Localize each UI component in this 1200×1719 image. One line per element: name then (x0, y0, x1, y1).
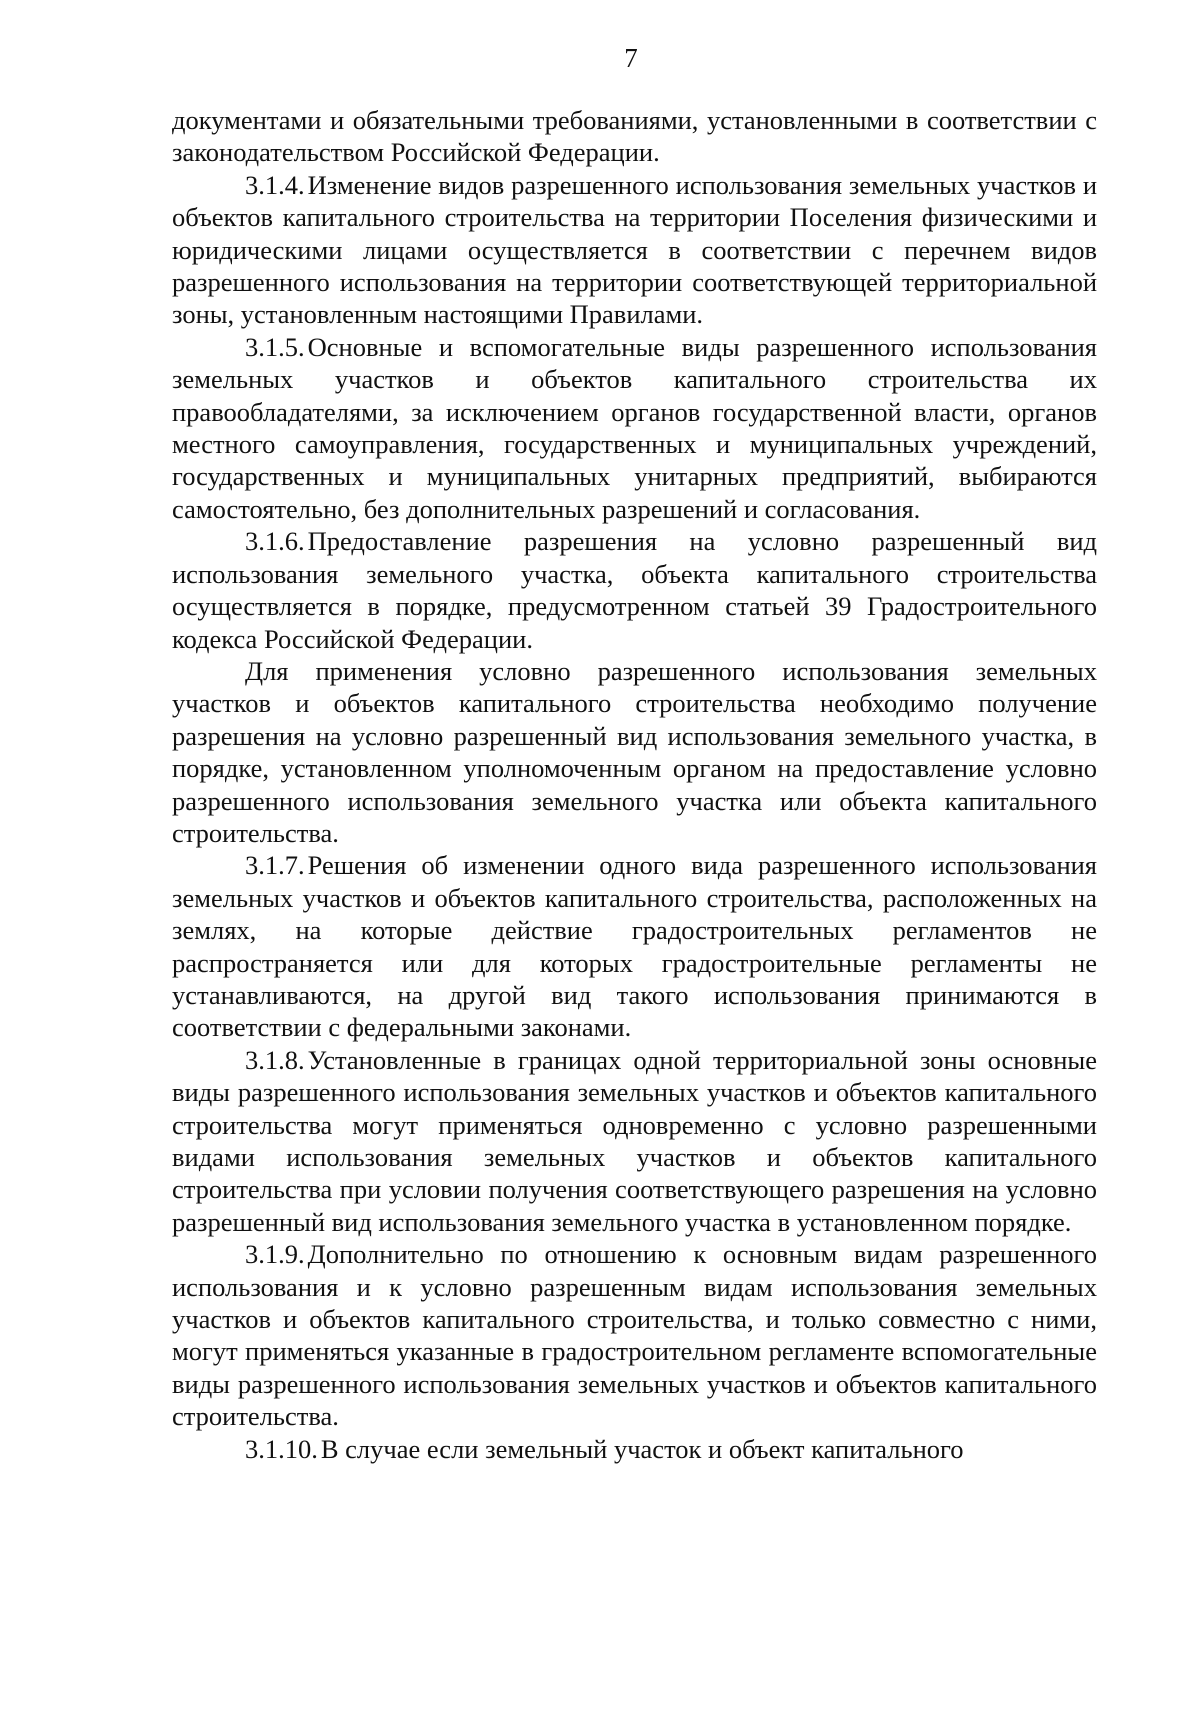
page-number: 7 (624, 43, 638, 73)
clause-number: 3.1.4. (245, 169, 305, 200)
clause-number: 3.1.9. (245, 1239, 305, 1270)
clause-number: 3.1.5. (245, 331, 305, 362)
paragraph-3-1-7 (172, 849, 1097, 1043)
paragraph-3-1-6 (172, 525, 1097, 655)
paragraph-text: В случае если земельный участок и объект капитального (320, 1433, 964, 1464)
paragraph-text: Дополнительно по отношению к основным видам разрешенного использования и к условно разрешенным видам использования земельных участков и объектов капитального строительства, и только совместно с ними, могут применяться указанные в градостроительном регламенте вспомогательные виды разрешенного использования земельных участков и объектов капитального строительства. (172, 1239, 1097, 1432)
paragraph-text: Предоставление разрешения на условно разрешенный вид использования земельного участка, объекта капитального строительства осуществляется в порядке, предусмотренном статьей 39 Градостроительного кодекса Российской Федерации. (172, 526, 1097, 654)
paragraph-3-1-8 (172, 1044, 1097, 1238)
clause-number: 3.1.7. (245, 850, 305, 881)
paragraph-3-1-5 (172, 331, 1097, 525)
paragraph-3-1-9 (172, 1238, 1097, 1432)
document-body (172, 104, 1097, 1465)
paragraph-text: Решения об изменении одного вида разрешенного использования земельных участков и объектов капитального строительства, расположенных на землях, на которые действие градостроительных регламентов не распространяется или для которых градостроительные регламенты не устанавливаются, на другой вид такого использования принимаются в соответствии с федеральными законами. (172, 850, 1097, 1043)
clause-number: 3.1.10. (245, 1433, 318, 1464)
paragraph-text: Основные и вспомогательные виды разрешенного использования земельных участков и объектов капитального строительства их правообладателями, за исключением органов государственной власти, органов местного самоуправления, государственных и муниципальных учреждений, государственных и муниципальных унитарных предприятий, выбираются самостоятельно, без дополнительных разрешений и согласования. (172, 331, 1097, 524)
paragraph-3-1-10 (172, 1433, 1097, 1465)
paragraph-text: документами и обязательными требованиями, установленными в соответствии с законодательством Российской Федерации. (172, 105, 1097, 168)
clause-number: 3.1.8. (245, 1044, 305, 1075)
clause-number: 3.1.6. (245, 526, 305, 557)
paragraph-continuation (172, 104, 1097, 169)
paragraph-text: Для применения условно разрешенного использования земельных участков и объектов капитального строительства необходимо получение разрешения на условно разрешенный вид использования земельного участка, в порядке, установленном уполномоченным органом на предоставление условно разрешенного использования земельного участка или объекта капитального строительства. (172, 655, 1097, 848)
paragraph-text: Установленные в границах одной территориальной зоны основные виды разрешенного использования земельных участков и объектов капитального строительства могут применяться одновременно с условно разрешенными видами использования земельных участков и объектов капитального строительства при условии получения соответствующего разрешения на условно разрешенный вид использования земельного участка в установленном порядке. (172, 1044, 1097, 1237)
paragraph-conditional-use (172, 655, 1097, 849)
paragraph-3-1-4 (172, 169, 1097, 331)
paragraph-text: Изменение видов разрешенного использования земельных участков и объектов капитального строительства на территории Поселения физическими и юридическими лицами осуществляется в соответствии с перечнем видов разрешенного использования на территории соответствующей территориальной зоны, установленным настоящими Правилами. (172, 169, 1097, 330)
